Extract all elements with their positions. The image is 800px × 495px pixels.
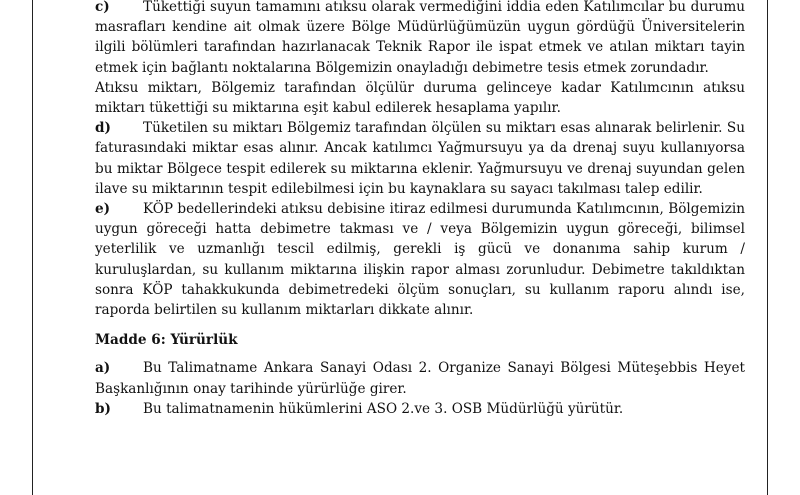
document-body <box>95 0 745 419</box>
item-text: KÖP bedellerindeki atıksu debisine itiraz edilmesi durumunda Katılımcının, Bölgemizin uygun göreceği hatta debimetre takması ve / veya Bölgemizin uygun göreceği, bilimsel yeterlilik ve uzmanlığı tescil edilmiş, gerekli iş gücü ve donanıma sahip kurum / kuruluşlardan, su kullanım miktarına ilişkin rapor alması zorunludur. Debimetre takıldıktan sonra KÖP tahakkukunda debimetredeki ölçüm sonuçları, su kullanım raporu alındı ise, raporda belirtilen su kullanım miktarları dikkate alınır. <box>95 201 745 319</box>
item-marker: a) <box>95 360 111 377</box>
item-marker: e) <box>95 201 111 218</box>
item-text: Tükettiği suyun tamamını atıksu olarak vermediğini iddia eden Katılımcılar bu durumu masrafları kendine ait olmak üzere Bölge Müdürlüğümüzün uygun gördüğü Üniversitelerin ilgili bölümleri tarafından hazırlanacak Teknik Rapor ile ispat etmek ve atılan miktarı tayin etmek için bağlantı noktalarına Bölgemizin onayladığı debimetre tesis etmek zorundadır. <box>95 0 745 76</box>
list-item-c <box>95 0 745 118</box>
list-item-b <box>95 399 745 419</box>
item-extra-text: Atıksu miktarı, Bölgemiz tarafından ölçülür duruma gelinceye kadar Katılımcının atıksu miktarı tükettiği su miktarına eşit kabul edilerek hesaplama yapılır. <box>95 79 745 117</box>
item-marker: d) <box>95 120 111 137</box>
item-text: Tüketilen su miktarı Bölgemiz tarafından ölçülen su miktarı esas alınarak belirlenir. Su faturasındaki miktar esas alınır. Ancak katılımcı Yağmursuyu ya da drenaj suyu kullanıyorsa bu miktar Bölgece tespit edilerek su miktarına eklenir. Yağmursuyu ve drenaj suyundan gelen ilave su miktarının tespit edilebilmesi için bu kaynaklara su sayacı takılması talep edilir. <box>95 120 745 197</box>
item-text: Bu talimatnamenin hükümlerini ASO 2.ve 3. OSB Müdürlüğü yürütür. <box>143 400 624 417</box>
section-title: Madde 6: Yürürlük <box>95 332 238 349</box>
item-marker: c) <box>95 0 110 15</box>
item-text: Bu Talimatname Ankara Sanayi Odası 2. Organize Sanayi Bölgesi Müteşebbis Heyet Başkanlığının onay tarihinde yürürlüğe girer. <box>95 360 745 397</box>
list-item-a <box>95 358 745 398</box>
item-marker: b) <box>95 400 111 417</box>
list-item-d <box>95 118 745 199</box>
list-item-e <box>95 199 745 320</box>
